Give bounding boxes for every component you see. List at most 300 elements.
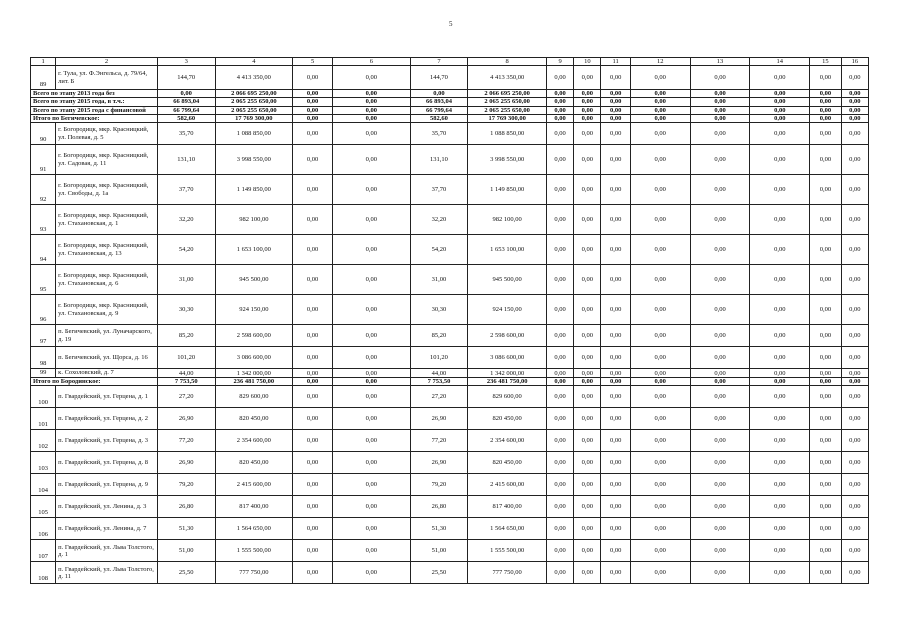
value-cell: 0,00 <box>690 430 750 452</box>
value-cell: 0,00 <box>630 106 690 114</box>
value-cell: 0,00 <box>750 369 810 378</box>
value-cell: 0,00 <box>630 145 690 175</box>
value-cell: 0,00 <box>574 369 601 378</box>
value-cell: 0,00 <box>750 98 810 106</box>
value-cell: 0,00 <box>810 386 841 408</box>
value-cell: 31,00 <box>157 265 215 295</box>
value-cell: 0,00 <box>810 106 841 114</box>
value-cell: 0,00 <box>293 235 333 265</box>
value-cell: 0,00 <box>841 325 868 347</box>
value-cell: 3 998 550,00 <box>215 145 293 175</box>
value-cell: 777 750,00 <box>468 562 547 584</box>
value-cell: 0,00 <box>841 347 868 369</box>
value-cell: 2 065 255 650,00 <box>215 98 293 106</box>
value-cell: 4 413 350,00 <box>468 66 547 90</box>
value-cell: 0,00 <box>546 496 573 518</box>
value-cell: 0,00 <box>630 408 690 430</box>
column-number-cell: 2 <box>56 58 158 66</box>
address-cell: г. Тула, ул. Ф.Энгельса, д. 79/64, лит. Б <box>56 66 158 90</box>
value-cell: 0,00 <box>750 430 810 452</box>
value-cell: 0,00 <box>293 347 333 369</box>
value-cell: 51,00 <box>157 540 215 562</box>
address-cell: г. Богородицк, мкр. Красницкий, ул. Садовая, д. 11 <box>56 145 158 175</box>
address-cell: п. Бегичевский, ул. Луначарского, д. 19 <box>56 325 158 347</box>
value-cell: 0,00 <box>750 496 810 518</box>
value-cell: 236 481 750,00 <box>468 378 547 386</box>
value-cell: 0,00 <box>574 540 601 562</box>
table-row <box>31 452 869 474</box>
value-cell: 236 481 750,00 <box>215 378 293 386</box>
value-cell: 0,00 <box>601 175 630 205</box>
value-cell: 0,00 <box>690 452 750 474</box>
row-number-cell: 108 <box>31 562 56 584</box>
value-cell: 0,00 <box>546 452 573 474</box>
value-cell: 0,00 <box>630 474 690 496</box>
value-cell: 0,00 <box>293 378 333 386</box>
address-cell: п. Гвардейский, ул. Льва Толстого, д. 11 <box>56 562 158 584</box>
address-cell: п. Гвардейский, ул. Герцена, д. 8 <box>56 452 158 474</box>
value-cell: 0,00 <box>690 265 750 295</box>
value-cell: 0,00 <box>841 540 868 562</box>
row-number-cell: 103 <box>31 452 56 474</box>
column-number-cell: 1 <box>31 58 56 66</box>
value-cell: 1 564 650,00 <box>468 518 547 540</box>
value-cell: 2 415 600,00 <box>468 474 547 496</box>
value-cell: 0,00 <box>546 430 573 452</box>
value-cell: 0,00 <box>690 562 750 584</box>
value-cell: 0,00 <box>601 347 630 369</box>
value-cell: 0,00 <box>574 325 601 347</box>
table-row <box>31 265 869 295</box>
table-row <box>31 175 869 205</box>
value-cell: 0,00 <box>841 452 868 474</box>
value-cell: 26,90 <box>157 452 215 474</box>
value-cell: 30,30 <box>410 295 468 325</box>
row-number-cell: 89 <box>31 66 56 90</box>
value-cell: 54,20 <box>157 235 215 265</box>
value-cell: 0,00 <box>546 106 573 114</box>
value-cell: 0,00 <box>293 474 333 496</box>
value-cell: 0,00 <box>574 98 601 106</box>
value-cell: 0,00 <box>841 386 868 408</box>
value-cell: 0,00 <box>630 325 690 347</box>
value-cell: 51,30 <box>157 518 215 540</box>
address-cell: г. Богородицк, мкр. Красницкий, ул. Стахановская, д. 9 <box>56 295 158 325</box>
column-number-cell: 3 <box>157 58 215 66</box>
value-cell: 37,70 <box>410 175 468 205</box>
value-cell: 1 555 500,00 <box>468 540 547 562</box>
value-cell: 0,00 <box>810 562 841 584</box>
value-cell: 0,00 <box>690 518 750 540</box>
value-cell: 0,00 <box>750 66 810 90</box>
value-cell: 0,00 <box>750 90 810 98</box>
value-cell: 0,00 <box>841 408 868 430</box>
value-cell: 1 088 850,00 <box>215 123 293 145</box>
value-cell: 777 750,00 <box>215 562 293 584</box>
value-cell: 0,00 <box>333 562 411 584</box>
row-number-cell: 91 <box>31 145 56 175</box>
value-cell: 144,70 <box>157 66 215 90</box>
value-cell: 131,10 <box>410 145 468 175</box>
value-cell: 0,00 <box>293 430 333 452</box>
value-cell: 0,00 <box>546 205 573 235</box>
address-cell: п. Гвардейский, ул. Ленина, д. 7 <box>56 518 158 540</box>
value-cell: 101,20 <box>410 347 468 369</box>
value-cell: 0,00 <box>333 295 411 325</box>
row-number-cell: 101 <box>31 408 56 430</box>
table-row <box>31 123 869 145</box>
value-cell: 26,90 <box>410 452 468 474</box>
value-cell: 0,00 <box>333 386 411 408</box>
value-cell: 0,00 <box>333 235 411 265</box>
value-cell: 982 100,00 <box>215 205 293 235</box>
row-number-cell: 90 <box>31 123 56 145</box>
value-cell: 820 450,00 <box>215 452 293 474</box>
value-cell: 0,00 <box>690 205 750 235</box>
value-cell: 0,00 <box>574 90 601 98</box>
value-cell: 0,00 <box>574 386 601 408</box>
row-number-cell: 97 <box>31 325 56 347</box>
value-cell: 77,20 <box>157 430 215 452</box>
subtotal-label: Итого по Бородинское: <box>31 378 158 386</box>
table-row <box>31 205 869 235</box>
value-cell: 32,20 <box>157 205 215 235</box>
value-cell: 44,00 <box>410 369 468 378</box>
table-row <box>31 347 869 369</box>
value-cell: 3 086 600,00 <box>215 347 293 369</box>
value-cell: 0,00 <box>546 98 573 106</box>
value-cell: 17 769 300,00 <box>468 114 547 122</box>
value-cell: 0,00 <box>750 123 810 145</box>
table-row <box>31 295 869 325</box>
value-cell: 0,00 <box>574 66 601 90</box>
table-row <box>31 235 869 265</box>
value-cell: 0,00 <box>601 145 630 175</box>
column-number-cell: 9 <box>546 58 573 66</box>
value-cell: 0,00 <box>333 145 411 175</box>
value-cell: 0,00 <box>690 114 750 122</box>
column-number-cell: 6 <box>333 58 411 66</box>
value-cell: 0,00 <box>690 235 750 265</box>
value-cell: 0,00 <box>810 265 841 295</box>
subtotal-row <box>31 90 869 98</box>
value-cell: 0,00 <box>601 114 630 122</box>
value-cell: 0,00 <box>841 265 868 295</box>
value-cell: 0,00 <box>841 205 868 235</box>
value-cell: 0,00 <box>574 496 601 518</box>
value-cell: 0,00 <box>841 98 868 106</box>
row-number-cell: 94 <box>31 235 56 265</box>
value-cell: 0,00 <box>750 295 810 325</box>
value-cell: 2 598 600,00 <box>468 325 547 347</box>
row-number-cell: 93 <box>31 205 56 235</box>
column-number-cell: 8 <box>468 58 547 66</box>
value-cell: 0,00 <box>574 295 601 325</box>
value-cell: 44,00 <box>157 369 215 378</box>
value-cell: 924 150,00 <box>468 295 547 325</box>
value-cell: 820 450,00 <box>468 408 547 430</box>
value-cell: 0,00 <box>293 114 333 122</box>
value-cell: 0,00 <box>546 123 573 145</box>
value-cell: 0,00 <box>841 378 868 386</box>
address-cell: к. Сохоловский, д. 7 <box>56 369 158 378</box>
value-cell: 51,00 <box>410 540 468 562</box>
value-cell: 0,00 <box>546 265 573 295</box>
value-cell: 0,00 <box>750 347 810 369</box>
value-cell: 0,00 <box>690 386 750 408</box>
value-cell: 26,80 <box>410 496 468 518</box>
value-cell: 4 413 350,00 <box>215 66 293 90</box>
value-cell: 0,00 <box>810 325 841 347</box>
value-cell: 0,00 <box>810 378 841 386</box>
value-cell: 66 893,04 <box>157 98 215 106</box>
value-cell: 820 450,00 <box>215 408 293 430</box>
value-cell: 0,00 <box>630 265 690 295</box>
value-cell: 0,00 <box>293 265 333 295</box>
value-cell: 101,20 <box>157 347 215 369</box>
value-cell: 26,90 <box>410 408 468 430</box>
value-cell: 0,00 <box>810 90 841 98</box>
table-row <box>31 474 869 496</box>
value-cell: 2 065 255 650,00 <box>468 98 547 106</box>
value-cell: 0,00 <box>810 408 841 430</box>
value-cell: 0,00 <box>630 235 690 265</box>
address-cell: п. Гвардейский, ул. Ленина, д. 3 <box>56 496 158 518</box>
value-cell: 0,00 <box>750 452 810 474</box>
value-cell: 0,00 <box>546 66 573 90</box>
value-cell: 0,00 <box>750 265 810 295</box>
subtotal-row <box>31 98 869 106</box>
value-cell: 0,00 <box>810 452 841 474</box>
value-cell: 0,00 <box>601 408 630 430</box>
value-cell: 0,00 <box>630 175 690 205</box>
value-cell: 0,00 <box>293 90 333 98</box>
value-cell: 0,00 <box>546 90 573 98</box>
table-row <box>31 325 869 347</box>
value-cell: 0,00 <box>601 369 630 378</box>
row-number-cell: 102 <box>31 430 56 452</box>
value-cell: 0,00 <box>601 386 630 408</box>
value-cell: 0,00 <box>690 123 750 145</box>
value-cell: 0,00 <box>841 106 868 114</box>
value-cell: 0,00 <box>630 430 690 452</box>
value-cell: 66 799,64 <box>157 106 215 114</box>
value-cell: 79,20 <box>157 474 215 496</box>
value-cell: 0,00 <box>546 386 573 408</box>
value-cell: 0,00 <box>810 175 841 205</box>
value-cell: 0,00 <box>574 265 601 295</box>
value-cell: 0,00 <box>810 496 841 518</box>
value-cell: 0,00 <box>810 205 841 235</box>
value-cell: 2 066 695 250,00 <box>468 90 547 98</box>
table-row <box>31 369 869 378</box>
value-cell: 0,00 <box>841 496 868 518</box>
value-cell: 0,00 <box>690 378 750 386</box>
value-cell: 0,00 <box>293 205 333 235</box>
value-cell: 0,00 <box>841 123 868 145</box>
value-cell: 1 149 850,00 <box>468 175 547 205</box>
value-cell: 0,00 <box>293 295 333 325</box>
value-cell: 0,00 <box>333 518 411 540</box>
value-cell: 0,00 <box>630 114 690 122</box>
value-cell: 0,00 <box>546 295 573 325</box>
page-number: 5 <box>449 20 453 28</box>
value-cell: 27,20 <box>410 386 468 408</box>
value-cell: 2 354 600,00 <box>468 430 547 452</box>
value-cell: 0,00 <box>574 474 601 496</box>
value-cell: 0,00 <box>810 145 841 175</box>
table-row <box>31 496 869 518</box>
address-cell: п. Гвардейский, ул. Льва Толстого, д. 1 <box>56 540 158 562</box>
value-cell: 0,00 <box>750 386 810 408</box>
value-cell: 0,00 <box>810 540 841 562</box>
value-cell: 85,20 <box>157 325 215 347</box>
value-cell: 0,00 <box>810 66 841 90</box>
subtotal-row <box>31 106 869 114</box>
value-cell: 0,00 <box>333 106 411 114</box>
value-cell: 0,00 <box>750 205 810 235</box>
value-cell: 0,00 <box>293 325 333 347</box>
row-number-cell: 100 <box>31 386 56 408</box>
value-cell: 0,00 <box>601 235 630 265</box>
value-cell: 924 150,00 <box>215 295 293 325</box>
value-cell: 0,00 <box>810 235 841 265</box>
value-cell: 0,00 <box>546 325 573 347</box>
value-cell: 1 149 850,00 <box>215 175 293 205</box>
value-cell: 0,00 <box>574 452 601 474</box>
address-cell: г. Богородицк, мкр. Красницкий, ул. Полевая, д. 5 <box>56 123 158 145</box>
value-cell: 0,00 <box>546 347 573 369</box>
subtotal-label: Всего по этапу 2015 года с финансовой <box>31 106 158 114</box>
value-cell: 1 653 100,00 <box>468 235 547 265</box>
value-cell: 0,00 <box>293 145 333 175</box>
value-cell: 0,00 <box>841 369 868 378</box>
value-cell: 0,00 <box>630 386 690 408</box>
value-cell: 817 400,00 <box>215 496 293 518</box>
table-row <box>31 145 869 175</box>
address-cell: г. Богородицк, мкр. Красницкий, ул. Стахановская, д. 13 <box>56 235 158 265</box>
value-cell: 0,00 <box>293 106 333 114</box>
value-cell: 0,00 <box>333 205 411 235</box>
value-cell: 0,00 <box>750 235 810 265</box>
value-cell: 820 450,00 <box>468 452 547 474</box>
subtotal-label: Итого по Бегичевское: <box>31 114 158 122</box>
value-cell: 1 342 000,00 <box>468 369 547 378</box>
value-cell: 0,00 <box>574 145 601 175</box>
value-cell: 0,00 <box>841 430 868 452</box>
value-cell: 2 598 600,00 <box>215 325 293 347</box>
value-cell: 0,00 <box>601 123 630 145</box>
value-cell: 0,00 <box>630 123 690 145</box>
value-cell: 0,00 <box>690 66 750 90</box>
value-cell: 0,00 <box>574 175 601 205</box>
value-cell: 0,00 <box>630 66 690 90</box>
address-cell: п. Гвардейский, ул. Герцена, д. 2 <box>56 408 158 430</box>
value-cell: 7 753,50 <box>410 378 468 386</box>
value-cell: 32,20 <box>410 205 468 235</box>
value-cell: 0,00 <box>601 518 630 540</box>
table-row <box>31 430 869 452</box>
value-cell: 0,00 <box>690 90 750 98</box>
value-cell: 0,00 <box>690 175 750 205</box>
row-number-cell: 96 <box>31 295 56 325</box>
value-cell: 17 769 300,00 <box>215 114 293 122</box>
value-cell: 35,70 <box>157 123 215 145</box>
value-cell: 0,00 <box>293 562 333 584</box>
value-cell: 0,00 <box>630 518 690 540</box>
value-cell: 2 066 695 250,00 <box>215 90 293 98</box>
value-cell: 0,00 <box>690 540 750 562</box>
value-cell: 0,00 <box>333 66 411 90</box>
value-cell: 0,00 <box>293 452 333 474</box>
value-cell: 0,00 <box>333 265 411 295</box>
value-cell: 0,00 <box>574 205 601 235</box>
value-cell: 0,00 <box>601 98 630 106</box>
subtotal-row <box>31 114 869 122</box>
value-cell: 0,00 <box>574 430 601 452</box>
value-cell: 0,00 <box>546 540 573 562</box>
value-cell: 37,70 <box>157 175 215 205</box>
column-number-cell: 14 <box>750 58 810 66</box>
value-cell: 0,00 <box>841 175 868 205</box>
subtotal-label: Всего по этапу 2013 года без <box>31 90 158 98</box>
value-cell: 3 998 550,00 <box>468 145 547 175</box>
value-cell: 0,00 <box>601 325 630 347</box>
column-number-cell: 12 <box>630 58 690 66</box>
value-cell: 0,00 <box>690 369 750 378</box>
value-cell: 0,00 <box>333 430 411 452</box>
value-cell: 0,00 <box>630 369 690 378</box>
value-cell: 0,00 <box>546 562 573 584</box>
value-cell: 0,00 <box>841 145 868 175</box>
value-cell: 0,00 <box>690 295 750 325</box>
row-number-cell: 105 <box>31 496 56 518</box>
column-number-cell: 4 <box>215 58 293 66</box>
value-cell: 0,00 <box>546 175 573 205</box>
value-cell: 0,00 <box>293 386 333 408</box>
value-cell: 0,00 <box>601 562 630 584</box>
value-cell: 0,00 <box>333 540 411 562</box>
value-cell: 0,00 <box>333 408 411 430</box>
value-cell: 0,00 <box>601 378 630 386</box>
value-cell: 1 088 850,00 <box>468 123 547 145</box>
value-cell: 0,00 <box>630 98 690 106</box>
row-number-cell: 99 <box>31 369 56 378</box>
value-cell: 0,00 <box>574 114 601 122</box>
value-cell: 0,00 <box>810 347 841 369</box>
value-cell: 35,70 <box>410 123 468 145</box>
subtotal-label: Всего по этапу 2015 года, в т.ч.: <box>31 98 158 106</box>
value-cell: 0,00 <box>546 378 573 386</box>
value-cell: 0,00 <box>750 106 810 114</box>
value-cell: 0,00 <box>601 106 630 114</box>
value-cell: 0,00 <box>630 347 690 369</box>
value-cell: 0,00 <box>690 98 750 106</box>
value-cell: 26,90 <box>157 408 215 430</box>
value-cell: 0,00 <box>601 496 630 518</box>
value-cell: 0,00 <box>601 265 630 295</box>
value-cell: 0,00 <box>293 496 333 518</box>
value-cell: 26,80 <box>157 496 215 518</box>
value-cell: 0,00 <box>574 347 601 369</box>
column-number-cell: 7 <box>410 58 468 66</box>
value-cell: 0,00 <box>293 123 333 145</box>
value-cell: 0,00 <box>750 518 810 540</box>
value-cell: 0,00 <box>293 518 333 540</box>
value-cell: 0,00 <box>810 295 841 325</box>
value-cell: 0,00 <box>750 325 810 347</box>
address-cell: г. Богородицк, мкр. Красницкий, ул. Свободы, д. 1а <box>56 175 158 205</box>
